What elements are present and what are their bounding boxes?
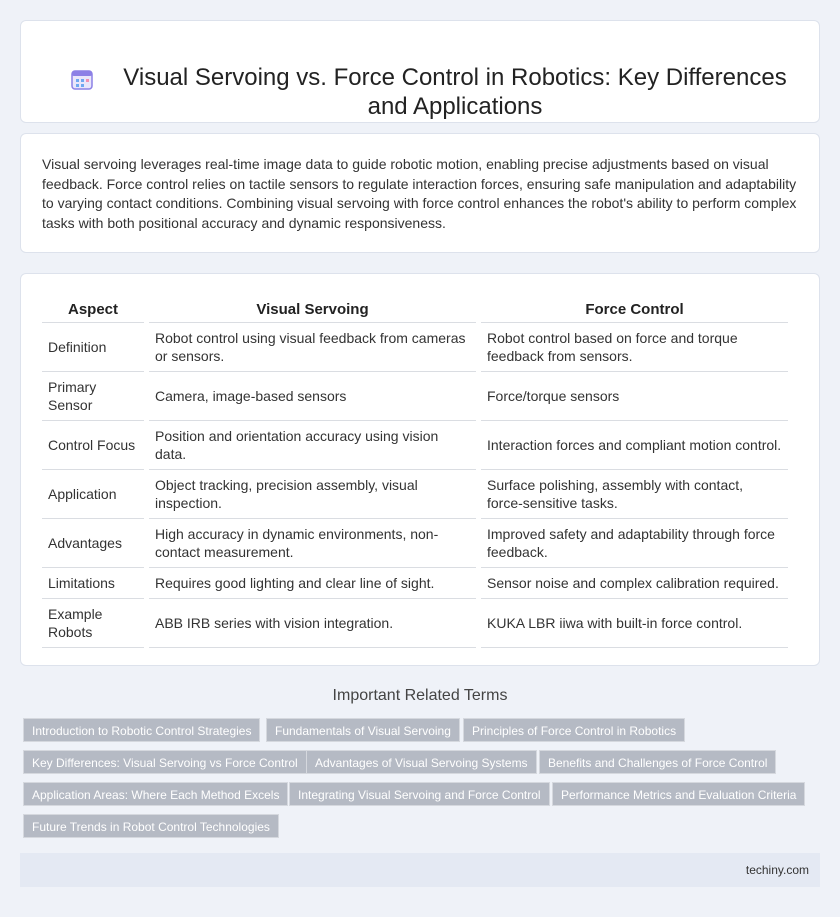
visual-servoing-cell: Robot control using visual feedback from cameras or sensors. — [149, 323, 476, 372]
force-control-cell: Force/torque sensors — [481, 372, 788, 421]
header-aspect: Aspect — [42, 294, 144, 323]
aspect-cell: Example Robots — [42, 599, 144, 648]
force-control-cell: Surface polishing, assembly with contact, force-sensitive tasks. — [481, 470, 788, 519]
related-term-tag[interactable]: Future Trends in Robot Control Technologies — [23, 814, 279, 838]
visual-servoing-cell: High accuracy in dynamic environments, non-contact measurement. — [149, 519, 476, 568]
related-term-tag[interactable]: Application Areas: Where Each Method Excels — [23, 782, 288, 806]
table-row — [42, 470, 788, 519]
aspect-cell: Control Focus — [42, 421, 144, 470]
aspect-cell: Application — [42, 470, 144, 519]
force-control-cell: Sensor noise and complex calibration required. — [481, 568, 788, 599]
visual-servoing-cell: Requires good lighting and clear line of sight. — [149, 568, 476, 599]
footer — [20, 853, 820, 887]
related-term-tag[interactable]: Fundamentals of Visual Servoing — [266, 718, 460, 742]
related-term-tag[interactable]: Benefits and Challenges of Force Control — [539, 750, 776, 774]
footer-site-link[interactable]: techiny.com — [745, 863, 809, 877]
related-term-tag[interactable]: Principles of Force Control in Robotics — [463, 718, 685, 742]
related-term-tag[interactable]: Key Differences: Visual Servoing vs Force Control — [23, 750, 307, 774]
force-control-cell: Interaction forces and compliant motion control. — [481, 421, 788, 470]
table-row — [42, 372, 788, 421]
aspect-cell: Advantages — [42, 519, 144, 568]
visual-servoing-cell: Camera, image-based sensors — [149, 372, 476, 421]
table-header-row — [42, 294, 788, 323]
table-row — [42, 599, 788, 648]
table-row — [42, 519, 788, 568]
related-term-tag[interactable]: Integrating Visual Servoing and Force Control — [289, 782, 550, 806]
comparison-card — [20, 273, 820, 666]
aspect-cell: Limitations — [42, 568, 144, 599]
table-row — [42, 568, 788, 599]
title-card — [20, 20, 820, 123]
aspect-cell: Primary Sensor — [42, 372, 144, 421]
force-control-cell: Robot control based on force and torque feedback from sensors. — [481, 323, 788, 372]
table-row — [42, 323, 788, 372]
related-term-tag[interactable]: Introduction to Robotic Control Strategies — [23, 718, 260, 742]
intro-paragraph: Visual servoing leverages real-time image data to guide robotic motion, enabling precise adjustments based on visual feedback. Force control relies on tactile sensors to regulate interaction forces, ensuring safe manipulation and adaptability to varying contact conditions. Combining visual servoing with force control enhances the robot's ability to perform complex tasks with both positional accuracy and dynamic responsiveness. — [42, 156, 797, 231]
table-row — [42, 421, 788, 470]
force-control-cell: Improved safety and adaptability through force feedback. — [481, 519, 788, 568]
visual-servoing-cell: Position and orientation accuracy using vision data. — [149, 421, 476, 470]
visual-servoing-cell: ABB IRB series with vision integration. — [149, 599, 476, 648]
related-term-tag[interactable]: Performance Metrics and Evaluation Criteria — [552, 782, 805, 806]
force-control-cell: KUKA LBR iiwa with built-in force control. — [481, 599, 788, 648]
visual-servoing-cell: Object tracking, precision assembly, visual inspection. — [149, 470, 476, 519]
intro-card — [20, 133, 820, 253]
related-term-tag[interactable]: Advantages of Visual Servoing Systems — [306, 750, 537, 774]
page-title: Visual Servoing vs. Force Control in Robotics: Key Differences and Applications — [123, 64, 787, 120]
header-visual-servoing: Visual Servoing — [149, 294, 476, 323]
aspect-cell: Definition — [42, 323, 144, 372]
related-terms-title: Important Related Terms — [332, 687, 508, 704]
header-force-control: Force Control — [481, 294, 788, 323]
comparison-table — [37, 294, 793, 648]
